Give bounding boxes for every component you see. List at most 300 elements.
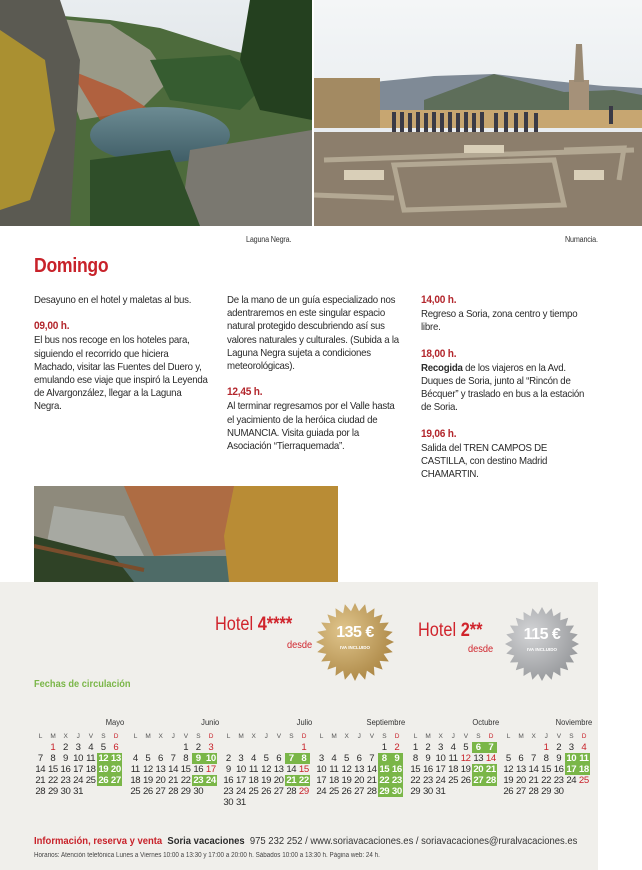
calendar-day: 5	[463, 742, 469, 753]
calendar-day: 29	[298, 786, 309, 797]
price-badge-gold	[315, 602, 395, 682]
calendar-day: 7	[170, 753, 176, 764]
photo-caption-numancia: Numancia.	[565, 235, 598, 244]
calendar-day: 13	[354, 764, 365, 775]
month-name: Mayo	[105, 717, 125, 727]
empty-day	[272, 742, 285, 753]
empty-day	[247, 742, 260, 753]
entry-bold-text: Recogida	[421, 361, 463, 374]
calendar-day-circulation: 29	[379, 786, 390, 797]
starburst-icon	[315, 602, 395, 682]
empty-day	[222, 742, 235, 753]
calendar-day: 4	[251, 753, 256, 764]
calendar-day: 26	[341, 786, 352, 797]
calendar-day: 4	[88, 742, 94, 753]
itinerary-intro: Desayuno en el hotel y maletas al bus.	[34, 294, 192, 306]
calendar-day: 7	[37, 753, 43, 764]
calendar-day: 18	[248, 775, 259, 786]
entry-text: Regreso a Soria, zona centro y tiempo libre.	[421, 308, 578, 334]
empty-day	[142, 742, 155, 753]
calendar-day: 23	[422, 775, 433, 786]
calendar-day: 12	[341, 764, 352, 775]
hotel-label-text: Hotel	[215, 614, 258, 635]
month-name: Junio	[201, 717, 220, 727]
calendar-day: 23	[60, 775, 71, 786]
info-label: Información, reserva y venta	[34, 835, 163, 847]
month-name: Septiembre	[366, 717, 406, 727]
weekday-header: M	[331, 733, 337, 740]
weekday-header: S	[196, 733, 201, 740]
calendar-day: 20	[273, 775, 284, 786]
calendar-day: 25	[448, 775, 459, 786]
weekday-header: X	[251, 733, 256, 740]
calendar-day: 31	[435, 786, 446, 797]
empty-day	[154, 742, 167, 753]
calendar-day: 16	[223, 775, 234, 786]
calendar-day-circulation: 19	[98, 764, 109, 775]
weekday-header: L	[226, 733, 230, 740]
weekday-header: L	[413, 733, 417, 740]
calendar-day: 30	[223, 797, 234, 808]
calendar-day: 2	[63, 742, 68, 753]
calendar-day: 8	[543, 753, 549, 764]
calendar-day: 5	[505, 753, 511, 764]
weekday-header: X	[438, 733, 443, 740]
calendar-day: 16	[60, 764, 71, 775]
calendar-day: 12	[503, 764, 514, 775]
calendar-day: 19	[503, 775, 514, 786]
calendar-day-circulation: 16	[391, 764, 402, 775]
calendar-day: 29	[47, 786, 58, 797]
calendar-day-circulation: 22	[298, 775, 309, 786]
weekday-header: V	[88, 733, 93, 740]
calendar-month	[315, 717, 407, 797]
weekday-header: J	[451, 733, 455, 740]
calendar-day: 13	[515, 764, 526, 775]
weekday-header: D	[581, 733, 586, 740]
month-grid	[315, 731, 407, 797]
calendar-day: 2	[195, 742, 201, 753]
hotel-label	[215, 614, 292, 636]
calendar-day: 26	[142, 786, 153, 797]
weekday-header: S	[101, 733, 106, 740]
calendar-day: 4	[132, 753, 138, 764]
weekday-header: M	[145, 733, 151, 740]
entry-time: 14,00 h.	[421, 294, 457, 306]
hotel-label	[418, 620, 483, 642]
calendar-day: 8	[50, 753, 56, 764]
calendar-day: 19	[341, 775, 352, 786]
calendar-day: 24	[73, 775, 84, 786]
empty-day	[129, 742, 142, 753]
calendar-day: 15	[180, 764, 191, 775]
itinerary-entry	[34, 320, 209, 413]
entry-time: 19,06 h.	[421, 427, 457, 440]
hotel-stars: 2**	[460, 620, 483, 641]
calendar-day-circulation: 28	[485, 775, 496, 786]
calendar-day: 22	[47, 775, 58, 786]
itinerary-entry	[421, 348, 596, 415]
empty-day	[502, 742, 515, 753]
calendar-day-circulation: 18	[578, 764, 589, 775]
calendar-day: 13	[473, 753, 484, 764]
calendar-day: 1	[543, 742, 549, 753]
calendar-day-circulation: 13	[110, 753, 121, 764]
calendar-month	[129, 717, 221, 797]
calendar-month	[222, 717, 314, 808]
calendar-day: 25	[328, 786, 339, 797]
calendar-day: 24	[435, 775, 446, 786]
calendar-day: 30	[422, 786, 433, 797]
entry-text: El bus nos recoge en los hoteles para, siguiendo el recorrido que hiciera Machado, visitar las Fuentes del Duero y, emulando ese viaje que inspiró la Leyenda de Alvargonzález, llegar a la Laguna Negra.	[34, 334, 208, 413]
calendar-day: 28	[168, 786, 179, 797]
calendar-day: 6	[113, 742, 119, 753]
calendar-month	[409, 717, 501, 797]
entry-time: 09,00 h.	[34, 320, 70, 333]
calendar-day: 27	[155, 786, 166, 797]
calendar-day: 12	[142, 764, 153, 775]
calendar-day: 23	[553, 775, 564, 786]
calendar-day: 1	[412, 742, 418, 753]
weekday-header: X	[158, 733, 163, 740]
calendar-day: 27	[515, 786, 526, 797]
day-title: Domingo	[34, 255, 109, 277]
calendar-day-circulation: 10	[566, 753, 577, 764]
calendar-day: 6	[276, 753, 282, 764]
calendar-day: 2	[225, 753, 231, 764]
photo-laguna-negra	[0, 0, 312, 226]
calendar-day-circulation: 27	[473, 775, 484, 786]
month-name: Octubre	[472, 717, 500, 727]
calendar-day: 1	[301, 742, 307, 753]
calendar-day: 19	[142, 775, 153, 786]
calendar-day: 26	[503, 786, 514, 797]
calendar-day: 10	[235, 764, 246, 775]
calendar-day-circulation: 15	[379, 764, 390, 775]
empty-day	[328, 742, 341, 753]
calendar-day: 18	[85, 764, 96, 775]
calendar-day: 25	[130, 786, 141, 797]
hotel-label-text: Hotel	[418, 620, 461, 641]
calendar-day: 11	[329, 764, 339, 775]
entry-time: 18,00 h.	[421, 347, 457, 360]
weekday-header: L	[133, 733, 137, 740]
calendar-day: 31	[235, 797, 246, 808]
calendar-day: 1	[381, 742, 387, 753]
empty-day	[340, 742, 353, 753]
calendar-day: 3	[75, 742, 81, 753]
price-value: 115 €	[523, 626, 561, 643]
empty-day	[167, 742, 180, 753]
calendar-month	[34, 717, 126, 797]
photo-numancia	[314, 0, 642, 226]
calendar-day: 6	[158, 753, 163, 764]
calendar-day: 11	[130, 764, 140, 775]
calendar-day: 8	[183, 753, 189, 764]
calendar-day: 28	[286, 786, 297, 797]
calendar-day: 22	[410, 775, 421, 786]
empty-day	[365, 742, 378, 753]
itinerary-column-3	[421, 294, 611, 494]
brand-name: Soria vacaciones	[167, 835, 245, 847]
calendar-day-circulation: 27	[110, 775, 121, 786]
entry-text: Salida del TREN CAMPOS DE CASTILLA, con destino Madrid CHAMARTIN.	[421, 441, 548, 481]
calendar-day: 5	[344, 753, 349, 764]
calendar-day: 22	[541, 775, 552, 786]
month-grid	[502, 731, 594, 797]
calendar-day: 20	[155, 775, 166, 786]
calendar-day: 17	[235, 775, 246, 786]
calendar-day-circulation: 9	[192, 753, 205, 764]
calendar-day-circulation: 20	[473, 764, 484, 775]
calendar-day-circulation: 23	[193, 775, 204, 786]
photo-laguna-negra-autumn	[34, 486, 338, 582]
calendar-day: 15	[298, 764, 309, 775]
weekday-header: M	[425, 733, 431, 740]
calendar-day: 3	[438, 742, 443, 753]
calendar-day: 6	[356, 753, 362, 764]
weekday-header: M	[50, 733, 56, 740]
calendar-day: 21	[168, 775, 179, 786]
weekday-header: S	[476, 733, 481, 740]
calendar-day: 17	[435, 764, 446, 775]
starburst-icon	[502, 604, 582, 684]
calendar-title: Fechas de circulación	[34, 678, 131, 690]
price-note: IVA INCLUIDO	[527, 647, 557, 652]
calendar-day: 26	[261, 786, 272, 797]
weekday-header: V	[556, 733, 561, 740]
calendar-day: 25	[578, 775, 589, 786]
calendar-day-circulation: 10	[205, 753, 216, 764]
calendar-day: 29	[180, 786, 191, 797]
calendar-day-circulation: 22	[379, 775, 390, 786]
calendar-day: 14	[366, 764, 377, 775]
weekday-header: S	[569, 733, 574, 740]
itinerary-entry	[227, 386, 402, 453]
calendar-day: 30	[193, 786, 204, 797]
calendar-day: 10	[435, 753, 446, 764]
contact-details[interactable]: 975 232 252 / www.soriavacaciones.es / soriavacaciones@ruralvacaciones.es	[249, 835, 578, 847]
calendar-day: 9	[225, 764, 231, 775]
calendar-day-circulation: 23	[391, 775, 402, 786]
weekday-header: D	[488, 733, 493, 740]
calendar-day: 24	[566, 775, 577, 786]
calendar-day: 30	[60, 786, 71, 797]
calendar-day: 2	[425, 742, 431, 753]
calendar-day: 12	[261, 764, 272, 775]
calendar-day: 14	[286, 764, 297, 775]
weekday-header: D	[113, 733, 118, 740]
empty-day	[527, 742, 540, 753]
calendar-day-circulation: 11	[579, 753, 589, 764]
entry-text: Al terminar regresamos por el Valle hasta el yacimiento de la heróica ciudad de NUMANCIA. Visita guiada por la Asociación “Tierraquemada”.	[227, 400, 395, 453]
calendar-day: 10	[73, 753, 84, 764]
itinerary-entry	[421, 428, 596, 482]
weekday-header: D	[301, 733, 306, 740]
calendar-day: 17	[73, 764, 84, 775]
calendar-day: 1	[50, 742, 56, 753]
calendar-day: 27	[273, 786, 284, 797]
calendar-day-circulation: 20	[110, 764, 121, 775]
weekday-header: L	[38, 733, 42, 740]
weekday-header: J	[264, 733, 268, 740]
calendar-day: 20	[354, 775, 365, 786]
empty-day	[34, 742, 47, 753]
weekday-header: D	[208, 733, 213, 740]
weekday-header: S	[382, 733, 387, 740]
weekday-header: X	[344, 733, 349, 740]
weekday-header: X	[531, 733, 536, 740]
itinerary-entry	[421, 294, 596, 335]
calendar-day: 3	[208, 742, 214, 753]
calendar-day-circulation: 17	[566, 764, 577, 775]
weekday-header: V	[369, 733, 374, 740]
calendar-day: 9	[63, 753, 68, 764]
calendar-day: 9	[425, 753, 431, 764]
month-name: Noviembre	[555, 717, 593, 727]
calendar-day: 26	[460, 775, 471, 786]
calendar-day: 23	[223, 786, 234, 797]
empty-day	[515, 742, 528, 753]
calendar-day: 30	[553, 786, 564, 797]
calendar-day: 15	[410, 764, 421, 775]
calendar-day: 4	[581, 742, 587, 753]
calendar-day: 24	[235, 786, 246, 797]
calendar-day-circulation: 7	[485, 742, 498, 753]
calendar-day: 25	[248, 786, 259, 797]
calendar-day: 11	[248, 764, 259, 775]
calendar-day: 14	[485, 753, 496, 764]
month-grid	[129, 731, 221, 797]
calendar-day-circulation: 7	[285, 753, 298, 764]
calendar-day: 11	[448, 753, 458, 764]
calendar-day-circulation: 30	[391, 786, 402, 797]
calendar-day: 11	[86, 753, 96, 764]
calendar-day: 18	[448, 764, 459, 775]
month-grid	[409, 731, 501, 797]
calendar-day: 6	[518, 753, 524, 764]
calendar-day: 29	[410, 786, 421, 797]
calendar-day: 7	[369, 753, 375, 764]
entry-time: 12,45 h.	[227, 386, 263, 399]
month-name: Julio	[296, 717, 313, 727]
calendar-day: 16	[553, 764, 564, 775]
calendar-day: 2	[394, 742, 400, 753]
weekday-header: V	[183, 733, 188, 740]
calendar-day-circulation: 21	[485, 764, 496, 775]
calendar-day-circulation: 26	[98, 775, 109, 786]
calendar-day: 14	[168, 764, 179, 775]
calendar-day: 19	[460, 764, 471, 775]
itinerary-text: De la mano de un guía especializado nos adentraremos en este singular espacio natural protegido descubriendo así sus valores naturales y culturales. (Subida a la Laguna Negra sujeta a condiciones meteorológicas).	[227, 294, 399, 373]
calendar-day: 5	[145, 753, 151, 764]
calendar-day: 3	[238, 753, 244, 764]
weekday-header: D	[394, 733, 399, 740]
calendar-day: 19	[261, 775, 272, 786]
calendar-day: 2	[556, 742, 562, 753]
calendar-day: 21	[528, 775, 539, 786]
calendar-day: 10	[316, 764, 327, 775]
weekday-header: S	[289, 733, 294, 740]
calendar-day: 14	[528, 764, 539, 775]
calendar-day: 7	[531, 753, 536, 764]
calendar-day-circulation: 6	[472, 742, 485, 753]
photo-caption-laguna-negra: Laguna Negra.	[246, 235, 292, 244]
calendar-day: 28	[35, 786, 46, 797]
weekday-header: X	[63, 733, 68, 740]
calendar-day: 24	[316, 786, 327, 797]
calendar-day: 21	[366, 775, 377, 786]
calendar-day: 16	[422, 764, 433, 775]
weekday-header: J	[76, 733, 80, 740]
desde-label: desde	[287, 639, 313, 651]
calendar-day: 17	[205, 764, 216, 775]
price-note: IVA INCLUIDO	[340, 645, 370, 650]
calendar-day-circulation: 9	[391, 753, 404, 764]
calendar-day: 9	[556, 753, 562, 764]
desde-label: desde	[468, 643, 494, 655]
weekday-header: L	[319, 733, 323, 740]
calendar-day: 31	[73, 786, 84, 797]
calendar-day: 3	[568, 742, 574, 753]
empty-day	[353, 742, 366, 753]
calendar-day: 16	[193, 764, 204, 775]
weekday-header: M	[518, 733, 524, 740]
empty-day	[260, 742, 273, 753]
calendar-day: 13	[273, 764, 284, 775]
calendar-day: 21	[35, 775, 46, 786]
empty-day	[285, 742, 298, 753]
calendar-day: 12	[460, 753, 471, 764]
calendar-day: 17	[316, 775, 327, 786]
calendar-day: 5	[263, 753, 269, 764]
footer-contact-line	[34, 835, 577, 847]
calendar-day: 3	[318, 753, 324, 764]
weekday-header: J	[357, 733, 361, 740]
calendar-day: 13	[155, 764, 166, 775]
calendar-day: 15	[541, 764, 552, 775]
weekday-header: M	[238, 733, 244, 740]
weekday-header: L	[506, 733, 510, 740]
price-value: 135 €	[336, 624, 374, 641]
calendar-day: 28	[528, 786, 539, 797]
calendar-day: 14	[35, 764, 46, 775]
calendar-day: 20	[515, 775, 526, 786]
calendar-day: 4	[331, 753, 337, 764]
calendar-day: 29	[541, 786, 552, 797]
calendar-day: 28	[366, 786, 377, 797]
weekday-header: V	[276, 733, 281, 740]
month-grid	[222, 731, 314, 808]
itinerary-column-1	[34, 294, 224, 427]
calendar-day: 4	[450, 742, 456, 753]
weekday-header: J	[171, 733, 175, 740]
weekday-header: J	[544, 733, 548, 740]
calendar-day: 27	[354, 786, 365, 797]
calendar-day: 1	[183, 742, 189, 753]
month-grid	[34, 731, 126, 797]
calendar-day: 15	[47, 764, 58, 775]
calendar-day: 5	[100, 742, 106, 753]
footer-hours: Horarios: Atención telefónica Lunes a Viernes 10:00 a 13:30 y 17:00 a 20:00 h. Sábados 10:00 a 13:30 h. Página web: 24 h.	[34, 852, 380, 859]
calendar-day-circulation: 8	[298, 753, 311, 764]
calendar-day-circulation: 21	[286, 775, 297, 786]
price-badge-silver	[502, 604, 582, 684]
empty-day	[235, 742, 248, 753]
calendar-day-circulation: 12	[98, 753, 109, 764]
entry-text: de los viajeros en la Avd. Duques de Soria, junto al “Rincón de Bécquer” y traslado en bus a la estación de Soria.	[421, 361, 585, 414]
calendar-day: 22	[180, 775, 191, 786]
